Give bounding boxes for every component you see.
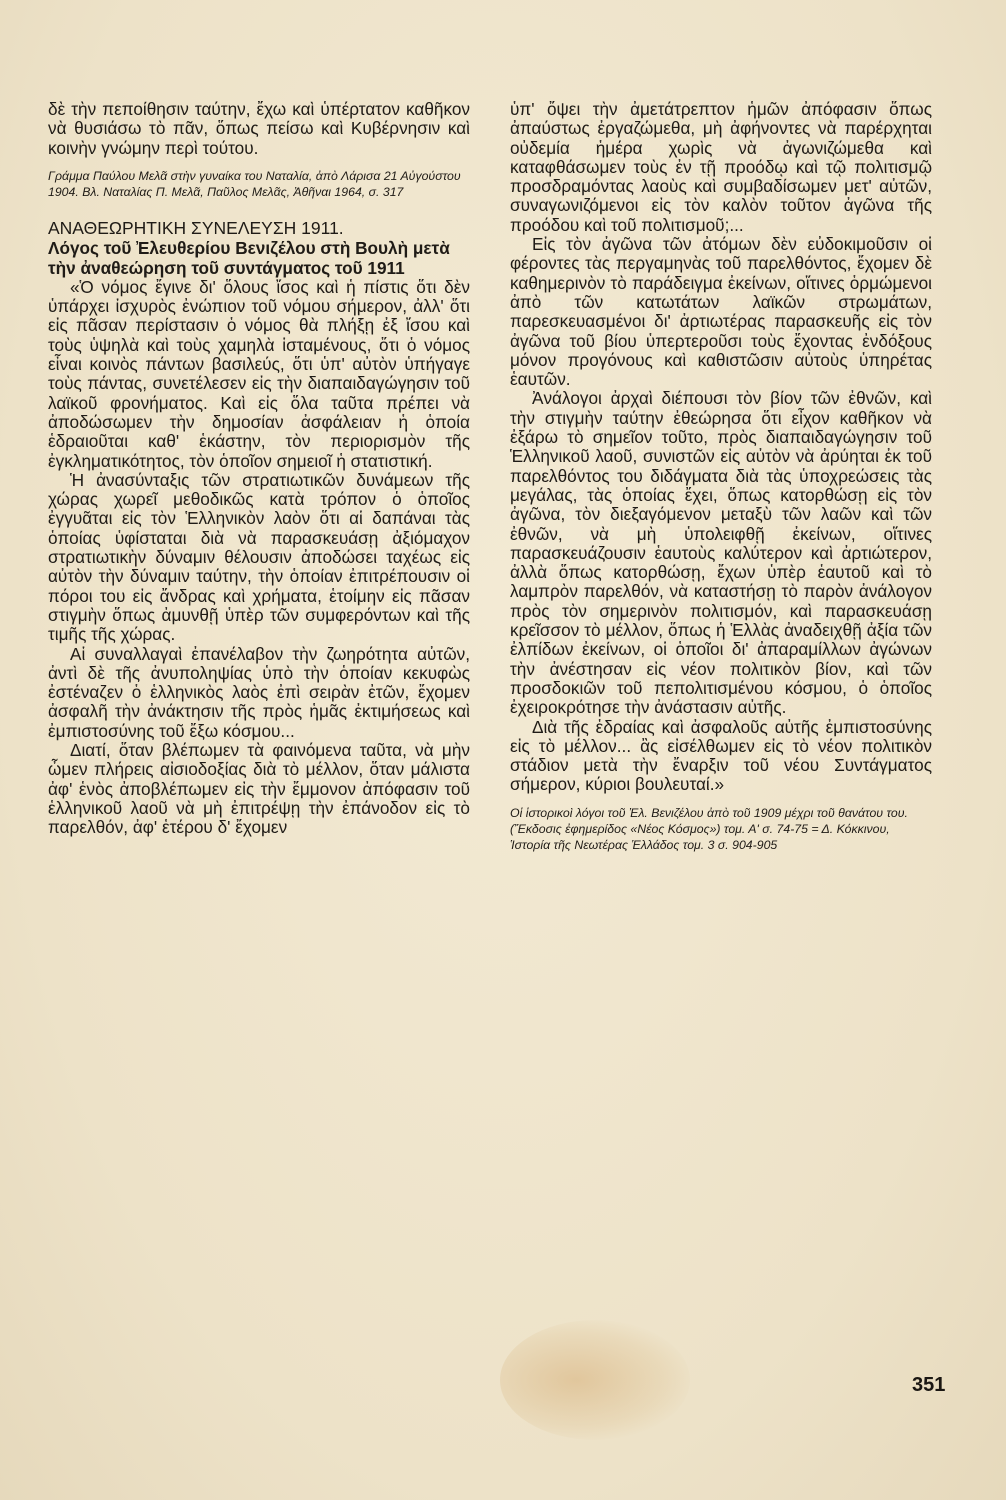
section-heading: ΑΝΑΘΕΩΡΗΤΙΚΗ ΣΥΝΕΛΕΥΣΗ 1911. bbox=[48, 217, 344, 238]
left-column bbox=[48, 100, 470, 838]
intro-paragraph: δὲ τὴν πεποίθησιν ταύτην, ἔχω καὶ ὑπέρτατον καθῆκον νὰ θυσιάσω τὸ πᾶν, ὅπως πείσω καὶ Κυβέρνησιν καὶ κοινὴν γνώμην περὶ τούτου. bbox=[48, 99, 470, 158]
right-column bbox=[510, 100, 932, 871]
speech-paragraph-1: «Ὁ νόμος ἔγινε δι' ὅλους ἴσος καὶ ἡ πίστις ὅτι δὲν ὑπάρχει ἰσχυρὸς ἐνώπιον τοῦ νόμου σήμερον, ἀλλ' ὅτι εἰς πᾶσαν περίστασιν ὁ νόμος θὰ πλήξῃ ἐξ ἴσου καὶ τοὺς ὑψηλὰ καὶ τοὺς χαμηλὰ ἱσταμένους, ὅτι ὁ νόμος εἶναι κοινὸς πάντων βασιλεύς, ὅτι ὑπ' αὐτὸν ὑπήγαγε τοὺς πάντας, συνετέλεσεν εἰς τὴν διαπαιδαγώγησιν τοῦ λαϊκοῦ φρονήματος. Καὶ εἰς ὅλα ταῦτα πρέπει νὰ ἀποδώσωμεν τὴν δημοσίαν ἀσφάλειαν ἡ ὁποία ἑδραιοῦται καθ' ἑκάστην, τὸν περιορισμὸν τῆς ἐγκληματικότητος, τὸν ὁποῖον σημειοῖ ἡ στατιστική. bbox=[48, 276, 470, 471]
source-citation-2: Οἱ ἱστορικοὶ λόγοι τοῦ Ἐλ. Βενιζέλου ἀπὸ τοῦ 1909 μέχρι τοῦ θανάτου του. (Ἔκδοσις ἐφημερίδος «Νέος Κόσμος») τομ. Α' σ. 74-75 = Δ. Κόκκινου, Ἱστορία τῆς Νεωτέρας Ἑλλάδος τομ. 3 σ. 904-905 bbox=[510, 805, 908, 852]
water-stain bbox=[500, 1320, 690, 1440]
speech-paragraph-2: Ἡ ἀνασύνταξις τῶν στρατιωτικῶν δυνάμεων τῆς χώρας χωρεῖ μεθοδικῶς κατὰ τρόπον ὁ ὁποῖος ἐγγυᾶται εἰς τὸν Ἑλληνικὸν λαὸν ὅτι αἱ δαπάναι τὰς ὁποίας ὑφίσταται διὰ νὰ παρασκευάσῃ ἀξιόμαχον στρατιωτικὴν δύναμιν θέλουσιν ἀποδώσει ταχέως εἰς αὐτὸν τὴν δύναμιν ταύτην, τὴν ὁποίαν ἐπιτρέπουσιν οἱ πόροι του εἰς ἄνδρας καὶ χρήματα, ἑτοίμην εἰς πᾶσαν στιγμὴν ὅπως ἀμυνθῇ ὑπὲρ τῶν συμφερόντων καὶ τῆς τιμῆς τῆς χώρας. bbox=[48, 469, 470, 645]
speech-paragraph-4: Διατί, ὅταν βλέπωμεν τὰ φαινόμενα ταῦτα, νὰ μὴν ὦμεν πλήρεις αἰσιοδοξίας διὰ τὸ μέλλον, ὅταν μάλιστα ἀφ' ἑνὸς ἀποβλέπωμεν εἰς τὴν ἔμμονον ἀπόφασιν τοῦ ἑλληνικοῦ λαοῦ νὰ μὴ ἐπιτρέψῃ τὴν ἐπάνοδον εἰς τὸ παρελθόν, ἀφ' ἑτέρου δ' ἔχομεν bbox=[48, 740, 470, 838]
speech-paragraph-8: Διὰ τῆς ἑδραίας καὶ ἀσφαλοῦς αὐτῆς ἐμπιστοσύνης εἰς τὸ μέλλον... ἂς εἰσέλθωμεν εἰς τὸ νέον πολιτικὸν στάδιον μετὰ τὴν ἔναρξιν τοῦ νέου Συντάγματος σήμερον, κύριοι βουλευταί.» bbox=[510, 716, 932, 795]
section-subheading: Λόγος τοῦ Ἐλευθερίου Βενιζέλου στὴ Βουλὴ μετὰ τὴν ἀναθεώρηση τοῦ συντάγματος τοῦ 1911 bbox=[48, 237, 450, 278]
speech-paragraph-6: Εἰς τὸν ἀγῶνα τῶν ἀτόμων δὲν εὐδοκιμοῦσιν οἱ φέροντες τὰς περγαμηνὰς τοῦ παρελθόντος, ἔχομεν δὲ καθημερινὸν τὸ παράδειγμα ἐκείνων, οἵτινες ὁρμώμενοι ἀπὸ τῶν κατωτάτων λαϊκῶν στρωμάτων, παρεσκευασμένοι δι' ἀρτιωτέρας παρασκευῆς εἰς τὸν ἀγῶνα τοῦ βίου ὑπερτεροῦσι τοὺς ἔχοντας ἐνδόξους μόνον προγόνους καὶ καθιστῶσιν αὐτοὺς ὑπηρέτας ἑαυτῶν. bbox=[510, 234, 932, 390]
speech-paragraph-3: Αἱ συναλλαγαὶ ἐπανέλαβον τὴν ζωηρότητα αὐτῶν, ἀντὶ δὲ τῆς ἀνυποληψίας ὑπὸ τὴν ὁποίαν κεκυφὼς ἐστέναζεν ὁ ἑλληνικὸς λαὸς ἐπὶ σειρὰν ἐτῶν, ἔχομεν ἀσφαλῆ τὴν ἀνάκτησιν τῆς πρὸς ἡμᾶς ἐκτιμήσεως καὶ ἐμπιστοσύνης τοῦ ἔξω κόσμου... bbox=[48, 643, 470, 741]
speech-paragraph-7: Ἀνάλογοι ἀρχαὶ διέπουσι τὸν βίον τῶν ἐθνῶν, καὶ τὴν στιγμὴν ταύτην ἐθεώρησα ὅτι εἶχον καθῆκον νὰ ἐξάρω τὸ σημεῖον τοῦτο, πρὸς διαπαιδαγώγησιν τοῦ Ἑλληνικοῦ λαοῦ, συνιστῶν εἰς αὐτὸν νὰ ἀρύηται ἐκ τοῦ παρελθόντος του διδάγματα διὰ τὰς ὑποχρεώσεις τὰς μεγάλας, τὰς ὁποίας ἔχει, ὅπως κατορθώσῃ εἰς τὸν ἀγῶνα, τὸν διεξαγόμενον μεταξὺ τῶν λαῶν καὶ τῶν ἐθνῶν, νὰ μὴ ὑπολειφθῇ ἐκείνων, οἵτινες παρασκευάζουσιν ἑαυτοὺς καλύτερον καὶ ἀρτιώτερον, ἀλλὰ ὅπως κατορθώσῃ, ἔχων ὑπὲρ ἑαυτοῦ καὶ τὸ λαμπρὸν παρελθόν, νὰ καταστήσῃ τὸ παρὸν ἀνάλογον πρὸς τὸν σημερινὸν πολιτισμόν, καὶ παρασκευάσῃ κρεῖσσον τὸ μέλλον, ὅπως ἡ Ἑλλὰς ἀναδειχθῇ ἀξία τῶν ἐλπίδων ἐκείνων, οἱ ὁποῖοι δι' ἀπαραμίλλων ἀγώνων τὴν ἀνέστησαν εἰς νέον πολιτικὸν βίον, καὶ τῶν προσδοκιῶν τοῦ πεπολιτισμένου κόσμου, ὁ ὁποῖος ἐχειροκρότησε τὴν ἀνάστασιν αὐτῆς. bbox=[510, 388, 932, 718]
source-citation-1: Γράμμα Παύλου Μελᾶ στὴν γυναίκα του Ναταλία, ἀπὸ Λάρισα 21 Αὐγούστου 1904. Βλ. Ναταλίας Π. Μελᾶ, Παῦλος Μελᾶς, Ἀθῆναι 1964, σ. 317 bbox=[48, 168, 461, 199]
speech-paragraph-5: ὑπ' ὄψει τὴν ἀμετάτρεπτον ἡμῶν ἀπόφασιν ὅπως ἀπαύστως ἐργαζώμεθα, μὴ ἀφήνοντες νὰ παρέρχηται οὐδεμία ἡμέρα χωρὶς νὰ ἀγωνιζώμεθα καὶ καταφθάσωμεν τοὺς ἐν τῇ προόδῳ καὶ τῷ πολιτισμῷ προσδραμόντας λαοὺς καὶ συμβαδίσωμεν μετ' αὐτῶν, συναγωνιζόμενοι εἰς τὸν καλὸν τοῦτον ἀγῶνα τῆς προόδου καὶ τοῦ πολιτισμοῦ;... bbox=[510, 99, 932, 235]
page-number: 351 bbox=[912, 1374, 946, 1396]
